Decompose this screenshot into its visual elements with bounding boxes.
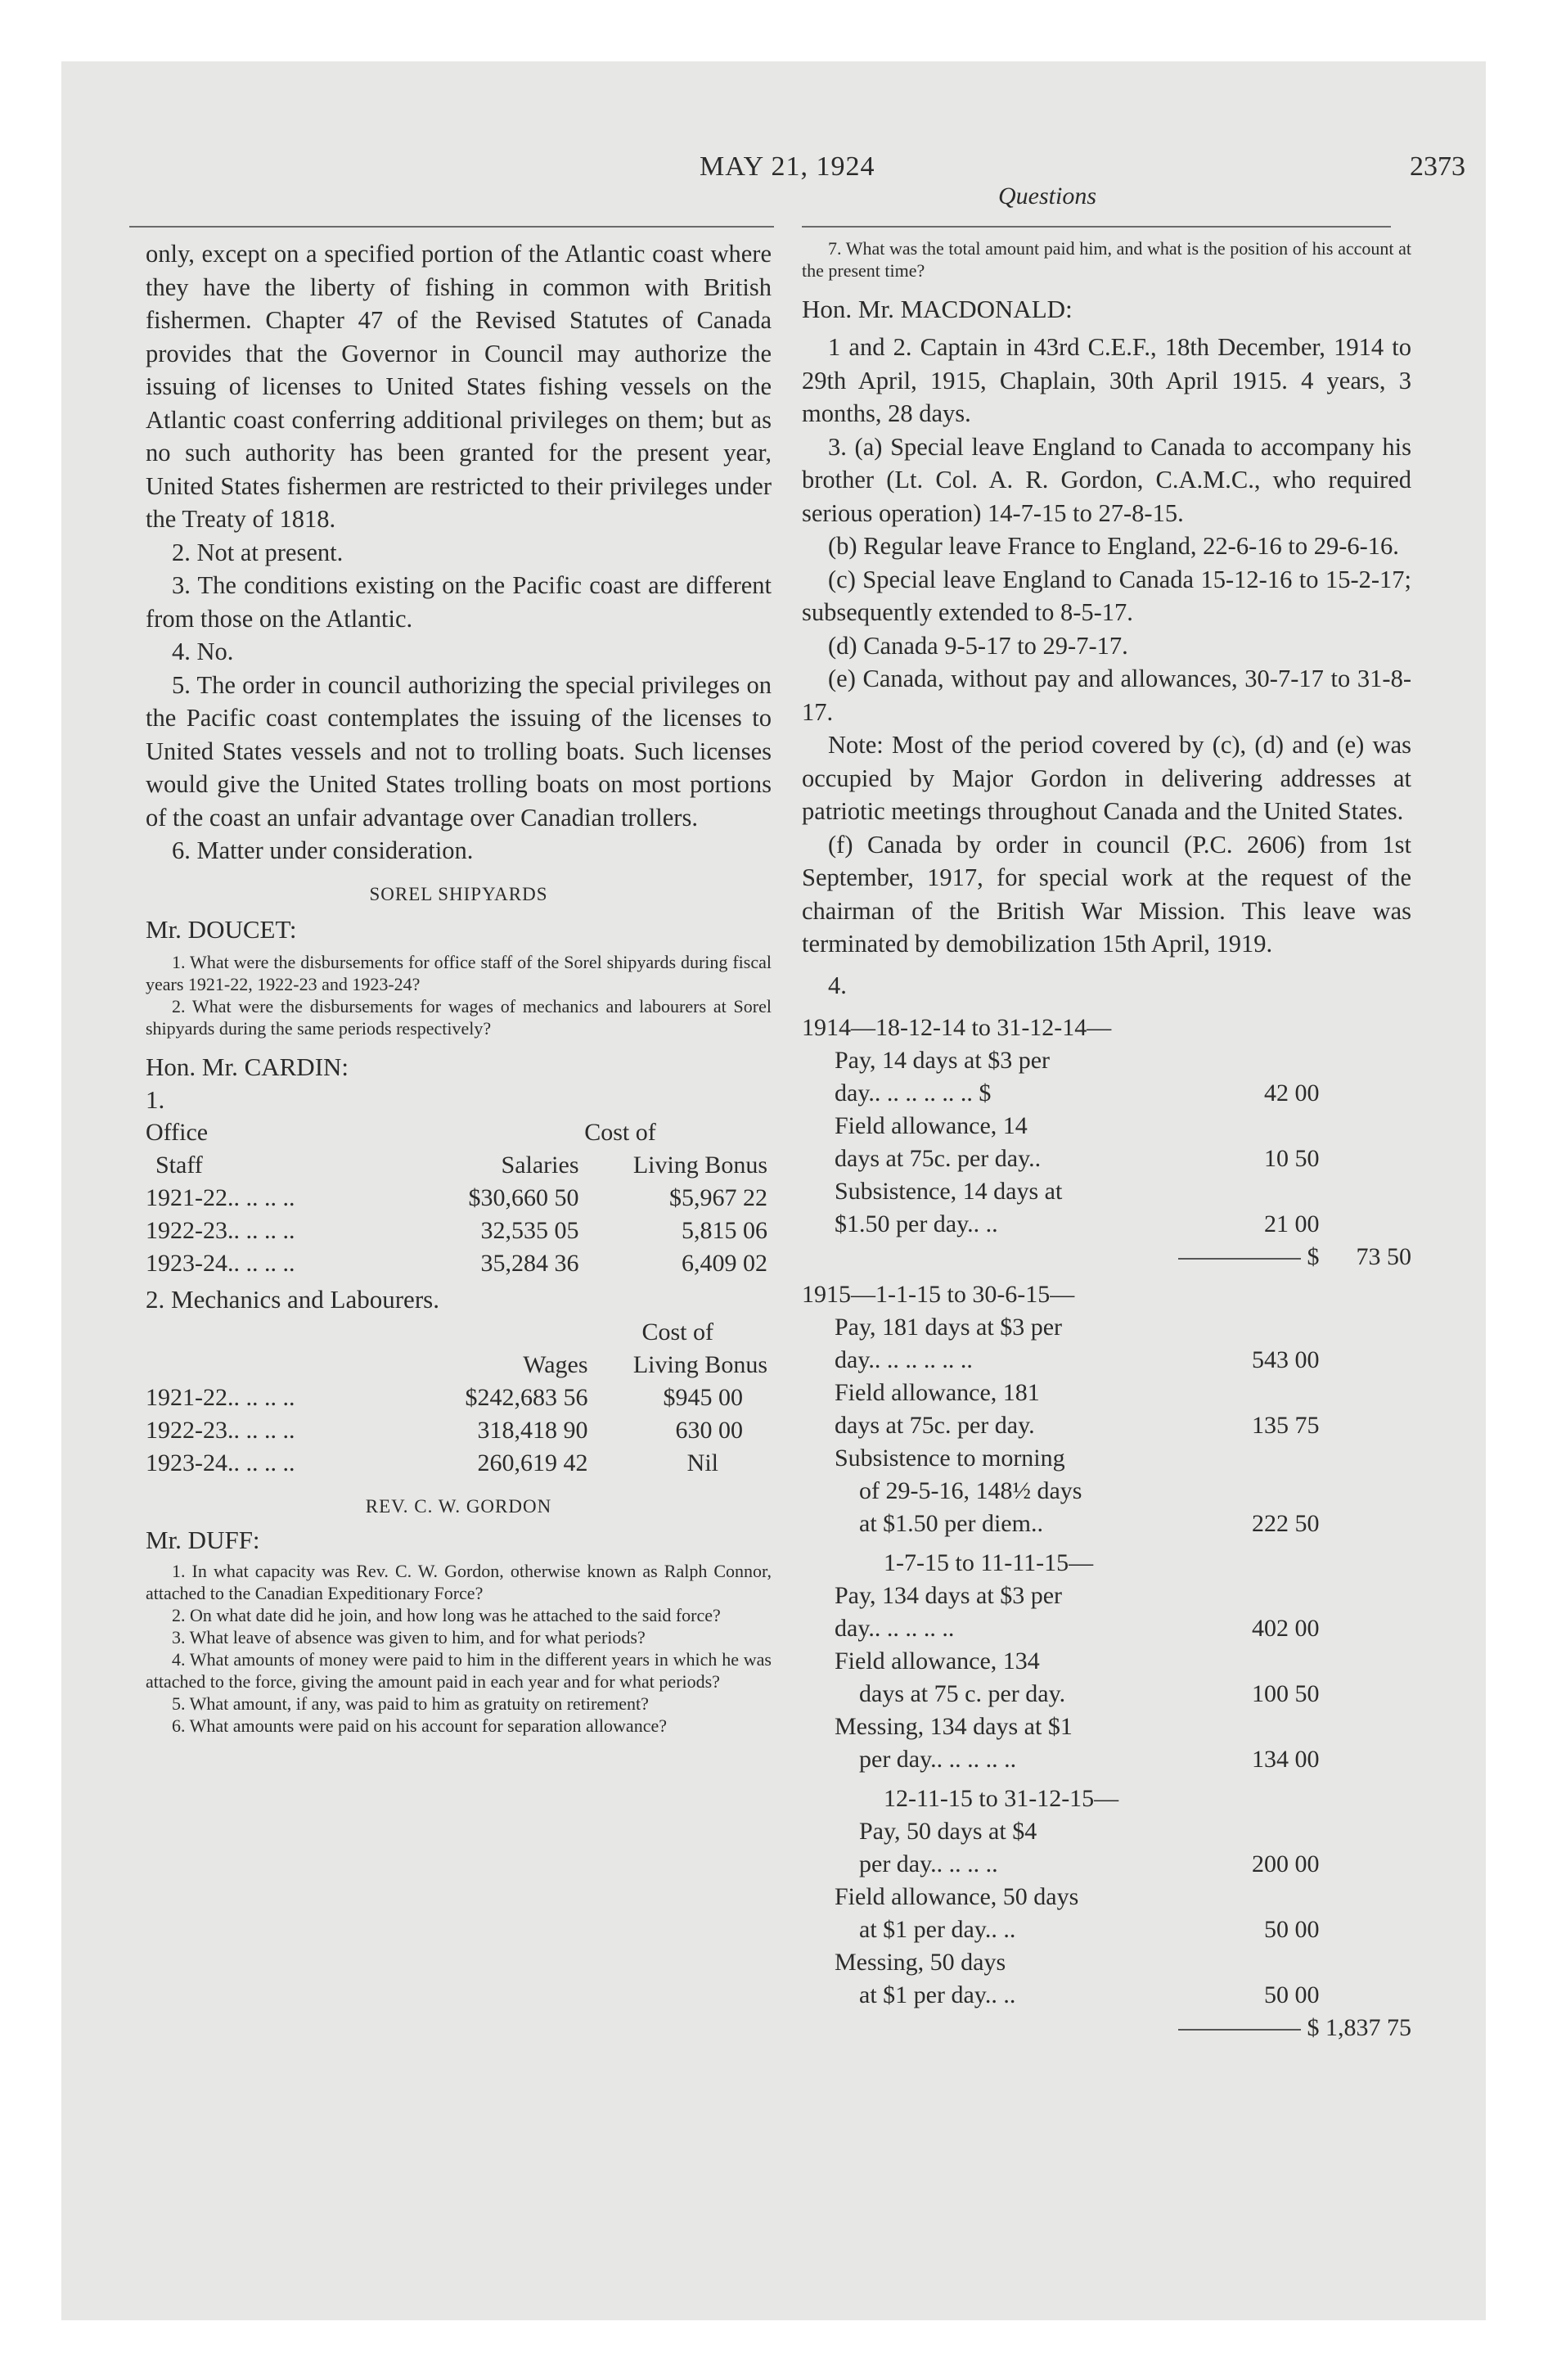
payments-table: 1914—18-12-14 to 31-12-14— Pay, 14 days at $3 per day.. .. .. .. .. .. $ 42 00 Field allowance, 14 days at 75c. per day.. 10 50 Subsistence, 14 days at $1.50 per day.. .. 21 00 $ 73 50 1915—1-1-15 to 30-6-15— Pay, 181 days at $3 per day.. .. .. .. .. .. 543 00 Field allowance, 181 days at 75c. per day. 135 75 Subsistence to morning of 29-5-16, 148½ days at $1.50 per diem.. 222 50 1-7-15 to 11-11-15— Pay, 134 days at $3 per day.. .. .. .. .. 402 00 Field allowance, 134 days at 75 c. per day. 100 50 Messing, 134 days at $1 per day.. .. .. .. .. 134 00 12-11-15 to 31-12-15— Pay, 50 days at $4 per day.. .. .. .. 200 00 Field allowance, 50 days at $1 per day.. .. 50 00 Messing, 50 days at $1 per day.. .. 50 00 $ 1,837 75: [802, 1012, 1411, 2044]
total-rule: [1178, 2029, 1301, 2031]
header-date: MAY 21, 1924: [700, 151, 875, 182]
table-row: 1921-22.. .. .. .. $242,683 56 $945 00: [146, 1383, 743, 1411]
table-row: 1923-24.. .. .. .. 260,619 42 Nil: [146, 1449, 718, 1476]
col-header: Living Bonus: [632, 1151, 767, 1179]
table-row: day.. .. .. .. .. .. $ 42 00: [835, 1080, 1320, 1107]
question-text: 2. On what date did he join, and how long was he attached to the said force?: [172, 1604, 721, 1625]
answer-paragraph: 6. Matter under consideration.: [172, 836, 474, 864]
col-header: Cost of: [584, 1118, 656, 1146]
answer-paragraph: 1 and 2. Captain in 43rd C.E.F., 18th December, 1914 to 29th April, 1915, Chaplain, 30th April 1915. 4 years, 3 months, 28 days.: [802, 333, 1411, 427]
col-header: Office: [146, 1118, 209, 1146]
left-column: [146, 237, 772, 1737]
question-text: 5. What amount, if any, was paid to him as gratuity on retirement?: [172, 1693, 649, 1714]
speaker-doucet: Mr. DOUCET:: [146, 914, 297, 944]
answer-paragraph: 3. (a) Special leave England to Canada to accompany his brother (Lt. Col. A. R. Gordon, C.A.M.C., who required serious operation) 14-7-15 to 27-8-15.: [802, 432, 1411, 527]
mechanics-table: [146, 1316, 767, 1480]
office-staff-table: [146, 1116, 767, 1280]
answer-number: 4.: [828, 971, 847, 999]
question-text: 1. In what capacity was Rev. C. W. Gordon, otherwise known as Ralph Connor, attached to the Canadian Expeditionary Force?: [146, 1560, 772, 1603]
answer-paragraph: 2. Not at present.: [172, 538, 344, 566]
total-row: $ 73 50: [802, 1241, 1411, 1273]
answer-paragraph: (f) Canada by order in council (P.C. 2606) from 1st September, 1917, for special work at the request of the chairman of the British War Mission. This leave was terminated by demobilization 15th April, 1919.: [802, 830, 1411, 958]
question-text: 4. What amounts of money were paid to him in the different years in which he was attached to the force, giving the amount paid in each year and for what periods?: [146, 1648, 772, 1692]
speaker-duff: Mr. DUFF:: [146, 1525, 260, 1554]
table-row: 1923-24.. .. .. .. 35,284 36 6,409 02: [146, 1249, 767, 1277]
table-row: days at 75c. per day. 135 75: [835, 1412, 1320, 1439]
answer-paragraph: (e) Canada, without pay and allowances, 30-7-17 to 31-8-17.: [802, 665, 1411, 726]
speaker-macdonald: Hon. Mr. MACDONALD:: [802, 295, 1073, 323]
speaker-cardin: Hon. Mr. CARDIN:: [146, 1052, 349, 1081]
table-row: at $1.50 per diem.. 222 50: [859, 1510, 1320, 1537]
answer-paragraph: (b) Regular leave France to England, 22-6-16 to 29-6-16.: [828, 532, 1399, 560]
question-text: 2. What were the disbursements for wages of mechanics and labourers at Sorel shipyards during the same periods respectively?: [146, 995, 772, 1039]
question-text: 6. What amounts were paid on his account for separation allowance?: [172, 1715, 667, 1736]
answer-paragraph: 4. No.: [172, 638, 234, 665]
table-row: $1.50 per day.. .. 21 00: [835, 1210, 1320, 1237]
table-row: per day.. .. .. .. 200 00: [859, 1850, 1320, 1877]
answer-paragraph: (c) Special leave England to Canada 15-12-16 to 15-2-17; subsequently extended to 8-5-17.: [802, 565, 1411, 626]
page-number: 2373: [1410, 151, 1465, 182]
table-row: at $1 per day.. .. 50 00: [859, 1916, 1320, 1943]
period-subheading: 1-7-15 to 11-11-15—: [884, 1549, 1094, 1576]
col-header: Living Bonus: [632, 1350, 767, 1378]
header-rule-left: [129, 226, 774, 228]
question-text: 1. What were the disbursements for office staff of the Sorel shipyards during fiscal years 1921-22, 1922-23 and 1923-24?: [146, 951, 772, 994]
section-heading-gordon: REV. C. W. GORDON: [365, 1495, 552, 1517]
table-row: at $1 per day.. .. 50 00: [859, 1981, 1320, 2008]
note-paragraph: Note: Most of the period covered by (c), (d) and (e) was occupied by Major Gordon in delivering addresses at patriotic meetings throughout Canada and the United States.: [802, 731, 1411, 825]
answer-number: 1.: [146, 1084, 165, 1114]
question-text: 3. What leave of absence was given to him, and for what periods?: [172, 1626, 646, 1648]
period-heading: 1915—1-1-15 to 30-6-15—: [802, 1281, 1075, 1308]
table-row: 1921-22.. .. .. .. $30,660 50 $5,967 22: [146, 1183, 767, 1211]
total-rule: [1178, 1258, 1301, 1260]
table-row: days at 75 c. per day. 100 50: [859, 1680, 1320, 1707]
right-column: [802, 237, 1411, 2044]
period-subheading: 12-11-15 to 31-12-15—: [884, 1785, 1119, 1812]
table-row: day.. .. .. .. .. 402 00: [835, 1615, 1320, 1642]
col-header: Salaries: [501, 1151, 579, 1179]
col-header: Cost of: [641, 1318, 714, 1346]
question-text: 7. What was the total amount paid him, and what is the position of his account at the present time?: [802, 238, 1411, 281]
header-rule-right: [802, 226, 1391, 228]
section-title: Questions: [998, 183, 1096, 210]
answer-paragraph: 3. The conditions existing on the Pacific coast are different from those on the Atlantic.: [146, 571, 772, 633]
total-row: $ 1,837 75: [802, 2012, 1411, 2044]
col-header: Wages: [523, 1350, 588, 1378]
answer-paragraph: 5. The order in council authorizing the special privileges on the Pacific coast contemplates the issuing of the licenses to United States vessels and not to trolling boats. Such licenses would give the United States trolling boats on most portions of the coast an unfair advantage over Canadian trollers.: [146, 670, 772, 832]
answer-paragraph: (d) Canada 9-5-17 to 29-7-17.: [828, 631, 1128, 660]
section-heading-sorel: SOREL SHIPYARDS: [369, 883, 548, 904]
answer-paragraph: only, except on a specified portion of the Atlantic coast where they have the liberty of fishing in common with British fishermen. Chapter 47 of the Revised Statutes of Canada provides that the Governor in Council may authorize the issuing of licenses to United States fishing vessels on the Atlantic coast conferring additional privileges on them; but as no such authority has been granted for the present year, United States fishermen are restricted to their privileges under the Treaty of 1818.: [146, 240, 772, 533]
table-row: 1922-23.. .. .. .. 318,418 90 630 00: [146, 1416, 743, 1444]
answer-paragraph: 2. Mechanics and Labourers.: [146, 1284, 439, 1314]
table-row: 1922-23.. .. .. .. 32,535 05 5,815 06: [146, 1216, 767, 1244]
table-row: days at 75c. per day.. 10 50: [835, 1145, 1320, 1172]
period-heading: 1914—18-12-14 to 31-12-14—: [802, 1014, 1112, 1041]
col-header: Staff: [155, 1151, 203, 1179]
table-row: day.. .. .. .. .. .. 543 00: [835, 1346, 1320, 1373]
table-row: per day.. .. .. .. .. 134 00: [859, 1746, 1320, 1773]
